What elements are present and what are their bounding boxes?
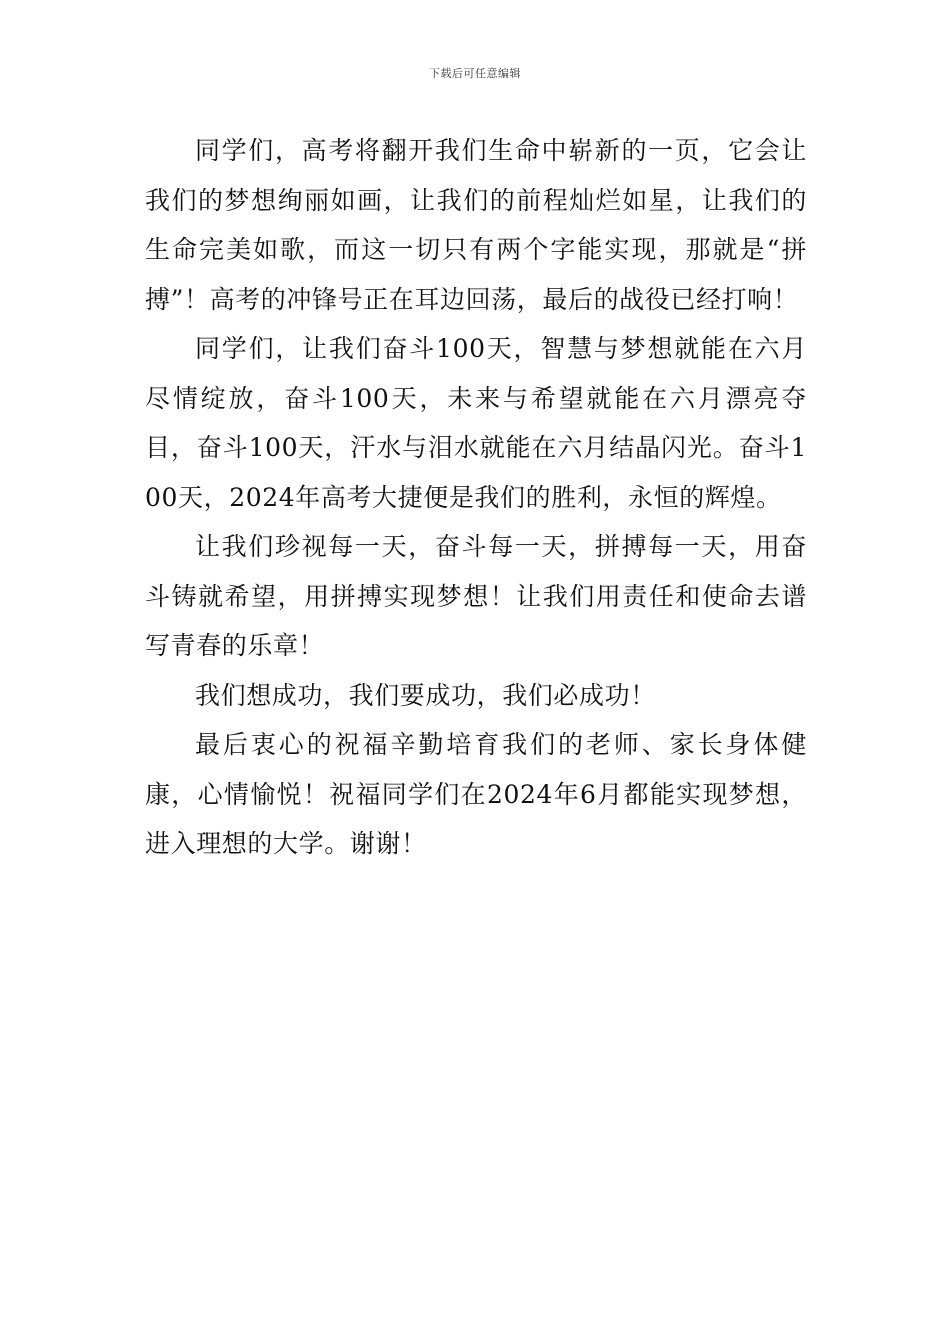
paragraph-3: 让我们珍视每一天，奋斗每一天，拼搏每一天，用奋斗铸就希望，用拼搏实现梦想！让我们用责任和使命去谱写青春的乐章！ [145,532,807,660]
paragraph-2: 同学们，让我们奋斗100天，智慧与梦想就能在六月尽情绽放，奋斗100天，未来与希望就能在六月漂亮夺目，奋斗100天，汗水与泪水就能在六月结晶闪光。奋斗100天，2024年高考大捷便是我们的胜利，永恒的辉煌。 [145,334,807,512]
header-note: 下载后可任意编辑 [429,67,521,80]
paragraph-4: 我们想成功，我们要成功，我们必成功！ [195,680,656,710]
document-body [145,126,807,869]
paragraph-5: 最后衷心的祝福辛勤培育我们的老师、家长身体健康，心情愉悦！祝福同学们在2024年6月都能实现梦想，进入理想的大学。谢谢！ [145,730,807,858]
paragraph-1: 同学们，高考将翻开我们生命中崭新的一页，它会让我们的梦想绚丽如画，让我们的前程灿烂如星，让我们的生命完美如歌，而这一切只有两个字能实现，那就是“拼搏”！高考的冲锋号正在耳边回荡，最后的战役已经打响！ [145,136,807,314]
